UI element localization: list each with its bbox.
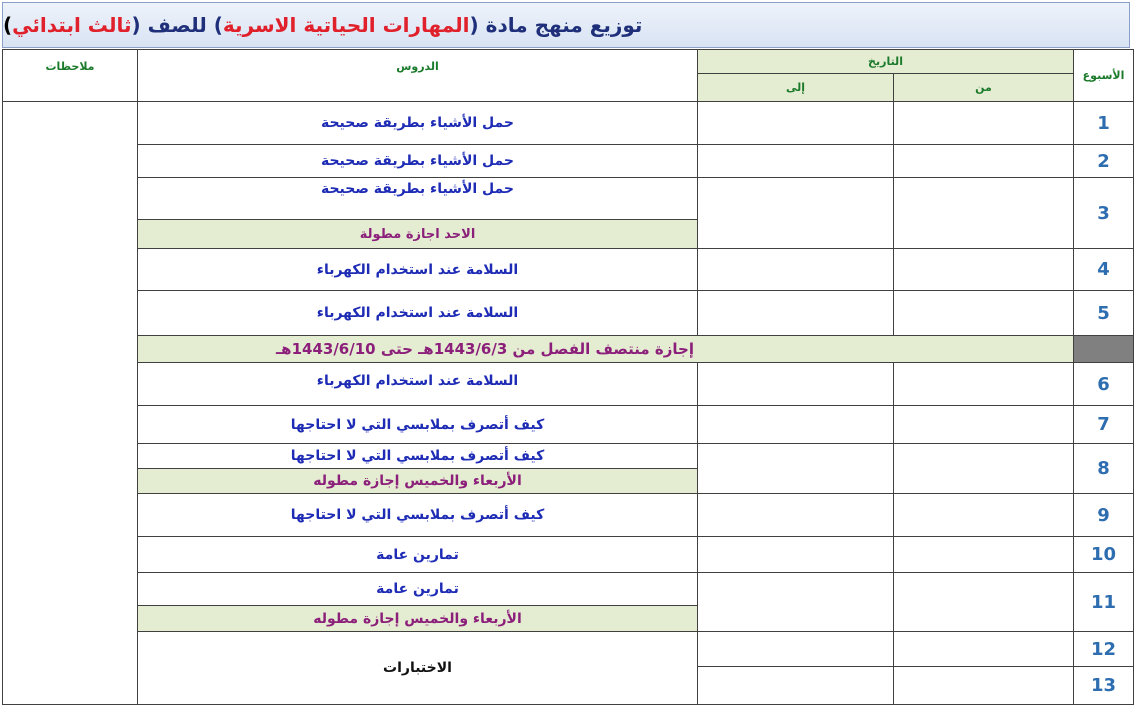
week-number: 2 bbox=[1074, 145, 1134, 178]
week-number: 13 bbox=[1074, 667, 1134, 705]
date-from-cell[interactable] bbox=[894, 406, 1074, 444]
date-to-cell[interactable] bbox=[698, 363, 894, 406]
lesson-cell: كيف أتصرف بملابسي التي لا احتاجها bbox=[138, 406, 698, 444]
lesson-cell: حمل الأشياء بطريقة صحيحة bbox=[138, 178, 698, 220]
lesson-cell: السلامة عند استخدام الكهرباء bbox=[138, 363, 698, 406]
header-week: الأسبوع bbox=[1074, 50, 1134, 102]
week-number: 6 bbox=[1074, 363, 1134, 406]
week-number: 3 bbox=[1074, 178, 1134, 249]
header-from: من bbox=[894, 74, 1074, 102]
date-from-cell[interactable] bbox=[894, 667, 1074, 705]
lesson-cell: تمارين عامة bbox=[138, 537, 698, 573]
week-number: 7 bbox=[1074, 406, 1134, 444]
lesson-cell: كيف أتصرف بملابسي التي لا احتاجها bbox=[138, 494, 698, 537]
date-from-cell[interactable] bbox=[894, 632, 1074, 667]
date-to-cell[interactable] bbox=[698, 537, 894, 573]
week-number: 12 bbox=[1074, 632, 1134, 667]
week-number: 1 bbox=[1074, 102, 1134, 145]
date-to-cell[interactable] bbox=[698, 291, 894, 336]
lesson-cell: تمارين عامة bbox=[138, 573, 698, 606]
title-subject: المهارات الحياتية الاسرية bbox=[222, 13, 470, 37]
title-prefix: توزيع منهج مادة ( bbox=[469, 13, 643, 37]
lesson-cell: حمل الأشياء بطريقة صحيحة bbox=[138, 102, 698, 145]
date-from-cell[interactable] bbox=[894, 444, 1074, 494]
exams-cell: الاختبارات bbox=[138, 632, 698, 705]
week-number: 5 bbox=[1074, 291, 1134, 336]
date-to-cell[interactable] bbox=[698, 145, 894, 178]
date-from-cell[interactable] bbox=[894, 178, 1074, 249]
date-from-cell[interactable] bbox=[894, 291, 1074, 336]
notes-cell[interactable] bbox=[3, 102, 138, 705]
title-suffix: ) bbox=[3, 13, 13, 37]
holiday-cell: الأربعاء والخميس إجازة مطوله bbox=[138, 606, 698, 632]
break-marker bbox=[1074, 336, 1134, 363]
date-to-cell[interactable] bbox=[698, 249, 894, 291]
date-to-cell[interactable] bbox=[698, 102, 894, 145]
holiday-cell: الاحد اجازة مطولة bbox=[138, 220, 698, 249]
date-from-cell[interactable] bbox=[894, 249, 1074, 291]
week-number: 9 bbox=[1074, 494, 1134, 537]
date-from-cell[interactable] bbox=[894, 145, 1074, 178]
week-number: 11 bbox=[1074, 573, 1134, 632]
lesson-cell: حمل الأشياء بطريقة صحيحة bbox=[138, 145, 698, 178]
holiday-cell: الأربعاء والخميس إجازة مطوله bbox=[138, 469, 698, 494]
week-number: 4 bbox=[1074, 249, 1134, 291]
midterm-holiday bbox=[138, 336, 1074, 363]
date-to-cell[interactable] bbox=[698, 632, 894, 667]
date-from-cell[interactable] bbox=[894, 363, 1074, 406]
week-number: 8 bbox=[1074, 444, 1134, 494]
lesson-cell: كيف أتصرف بملابسي التي لا احتاجها bbox=[138, 444, 698, 469]
title-middle: ) للصف ( bbox=[131, 13, 223, 37]
date-from-cell[interactable] bbox=[894, 494, 1074, 537]
lesson-cell: السلامة عند استخدام الكهرباء bbox=[138, 291, 698, 336]
header-date: التاريخ bbox=[698, 50, 1074, 74]
title-grade: ثالث ابتدائي bbox=[12, 13, 132, 37]
date-to-cell[interactable] bbox=[698, 444, 894, 494]
date-from-cell[interactable] bbox=[894, 573, 1074, 632]
header-to: إلى bbox=[698, 74, 894, 102]
date-to-cell[interactable] bbox=[698, 667, 894, 705]
week-number: 10 bbox=[1074, 537, 1134, 573]
lesson-cell: السلامة عند استخدام الكهرباء bbox=[138, 249, 698, 291]
date-to-cell[interactable] bbox=[698, 406, 894, 444]
date-to-cell[interactable] bbox=[698, 573, 894, 632]
header-lessons: الدروس bbox=[138, 50, 698, 102]
date-to-cell[interactable] bbox=[698, 494, 894, 537]
date-to-cell[interactable] bbox=[698, 178, 894, 249]
date-from-cell[interactable] bbox=[894, 537, 1074, 573]
header-notes: ملاحظات bbox=[3, 50, 138, 102]
midterm-holiday-text: إجازة منتصف الفصل من 1443/6/3هـ حتى 1443/6/10هـ bbox=[276, 340, 694, 358]
curriculum-table bbox=[2, 49, 1134, 705]
date-from-cell[interactable] bbox=[894, 102, 1074, 145]
page-title bbox=[2, 2, 1130, 48]
